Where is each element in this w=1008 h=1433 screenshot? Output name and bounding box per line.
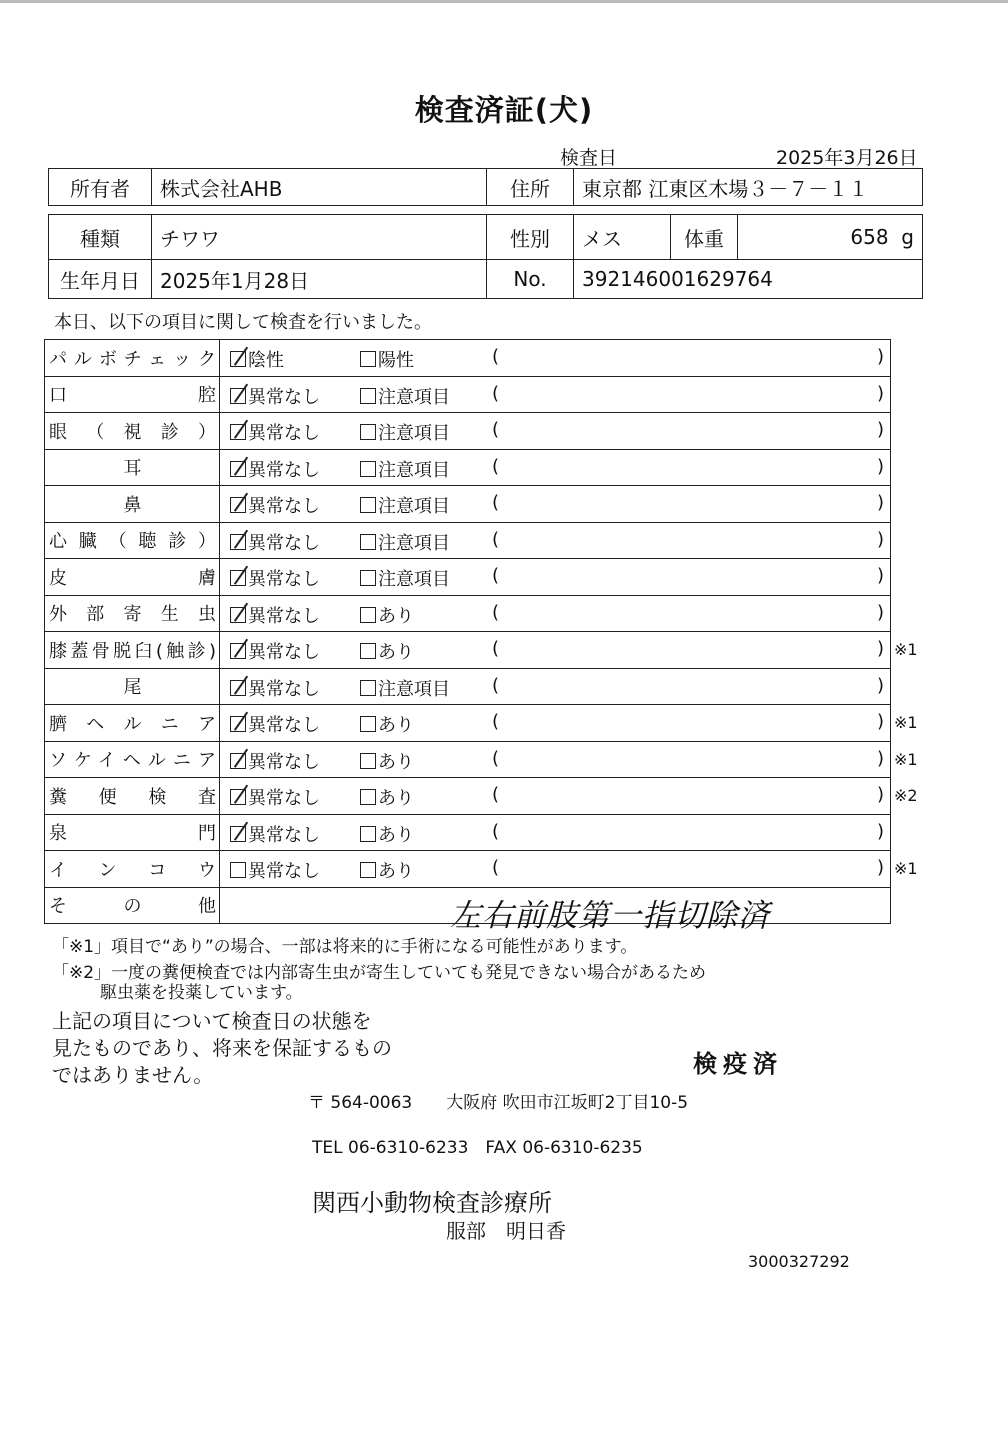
weight-label: 体重 (671, 215, 738, 260)
exam-item-row (45, 559, 891, 596)
option-normal[interactable] (230, 821, 320, 847)
exam-item-row (45, 668, 891, 705)
item-footnote-mark: ※1 (894, 639, 918, 659)
option-finding-label: あり (378, 861, 414, 882)
option-finding-label: あり (378, 751, 414, 773)
item-result-cell (220, 413, 891, 450)
exam-item-row (45, 376, 891, 413)
item-name-cell (45, 449, 220, 486)
owner-label: 所有者 (49, 169, 152, 206)
checkbox-icon[interactable] (360, 680, 376, 696)
item-name: パルボチェック (49, 348, 216, 370)
option-finding[interactable] (360, 638, 414, 664)
item-name-cell (45, 851, 220, 888)
item-name-cell (45, 668, 220, 705)
item-name-cell (45, 413, 220, 450)
option-normal-label: 異常なし (248, 715, 320, 736)
paren-open: ( (492, 492, 500, 513)
sex-value: メス (574, 215, 671, 260)
option-normal-label: 異常なし (248, 642, 320, 663)
option-finding[interactable] (360, 602, 414, 628)
checkbox-icon[interactable] (360, 351, 376, 367)
other-remarks-cell (220, 887, 891, 934)
item-result-cell (220, 559, 891, 596)
checkbox-icon[interactable] (360, 607, 376, 623)
checkbox-icon[interactable] (230, 570, 246, 586)
intro-text: 本日、以下の項目に関して検査を行いました。 (54, 312, 432, 333)
weight-unit: g (901, 225, 914, 249)
option-normal-label: 異常なし (248, 532, 320, 554)
paren-close: ) (876, 857, 884, 878)
paren-close: ) (876, 346, 884, 367)
paren-close: ) (876, 820, 884, 842)
option-finding[interactable] (360, 346, 414, 372)
option-finding[interactable] (360, 565, 450, 591)
option-normal[interactable] (230, 638, 320, 664)
checkbox-icon[interactable] (360, 461, 376, 477)
address-value: 東京都 江東区木場３－７－１１ (574, 169, 923, 206)
item-result-cell (220, 449, 891, 486)
exam-item-row (45, 632, 891, 669)
item-name: 皮膚 (49, 567, 216, 589)
checkbox-icon[interactable] (360, 534, 376, 550)
exam-item-row-other (45, 887, 891, 924)
checkbox-icon[interactable] (230, 424, 246, 440)
checkbox-icon[interactable] (360, 497, 376, 513)
weight-value: 658 (850, 225, 889, 249)
option-finding-label: あり (378, 605, 414, 627)
item-footnote-mark: ※1 (894, 859, 918, 879)
clinic-address: 〒 564-0063 大阪府 吹田市江坂町2丁目10-5 (308, 1093, 689, 1113)
breed-label: 種類 (49, 215, 152, 260)
paren-open: ( (492, 820, 500, 842)
option-normal-label: 異常なし (248, 751, 320, 773)
paren-open: ( (492, 382, 500, 404)
checkbox-icon[interactable] (230, 643, 246, 659)
item-footnote-mark: ※2 (894, 786, 918, 806)
option-normal-label: 異常なし (248, 605, 320, 627)
item-name-cell (45, 632, 220, 669)
option-normal-label: 異常なし (248, 386, 320, 408)
exam-items-table (44, 339, 891, 934)
clinic-name: 関西小動物検査診療所 (312, 1189, 552, 1217)
item-result-cell (220, 668, 891, 705)
option-finding-label: 注意項目 (378, 459, 450, 481)
option-normal[interactable] (230, 602, 320, 628)
option-normal-label: 陰性 (248, 350, 284, 371)
option-normal-label: 異常なし (248, 861, 320, 882)
footnote-1: 「※1」項目で“あり”の場合、一部は将来的に手術になる可能性があります。 (52, 937, 638, 957)
checkbox-icon[interactable] (230, 607, 246, 623)
item-name-cell (45, 486, 220, 523)
exam-item-row (45, 486, 891, 523)
option-normal[interactable] (230, 857, 320, 883)
item-result-cell (220, 778, 891, 815)
option-finding-label: あり (378, 788, 414, 809)
item-result-cell (220, 632, 891, 669)
item-result-cell (220, 814, 891, 851)
checkbox-icon[interactable] (360, 753, 376, 769)
paren-open: ( (492, 419, 500, 440)
item-name-cell (45, 522, 220, 559)
paren-open: ( (492, 674, 500, 696)
item-result-cell (220, 595, 891, 632)
exam-item-row (45, 522, 891, 559)
item-result-cell (220, 376, 891, 413)
item-name-cell (45, 376, 220, 413)
paren-open: ( (492, 711, 500, 732)
paren-close: ) (876, 419, 884, 440)
option-normal[interactable] (230, 383, 320, 409)
option-finding-label: 注意項目 (378, 496, 450, 517)
item-name-cell (45, 778, 220, 815)
item-name: 外部寄生虫 (49, 604, 216, 626)
exam-item-row (45, 705, 891, 742)
item-name: 耳 (123, 458, 142, 480)
option-finding[interactable] (360, 784, 414, 810)
checkbox-icon[interactable] (360, 424, 376, 440)
clinic-person: 服部 明日香 (446, 1219, 566, 1243)
item-name-cell (45, 887, 220, 924)
paren-close: ) (876, 747, 884, 769)
option-finding-label: 注意項目 (378, 569, 450, 590)
checkbox-icon[interactable] (230, 388, 246, 404)
sex-label: 性別 (487, 215, 574, 260)
clinic-phone: TEL 06-6310-6233 FAX 06-6310-6235 (312, 1138, 643, 1158)
quarantine-stamp: 検疫済 (693, 1050, 783, 1078)
handwritten-remark: 左右前肢第一指切除済 (450, 897, 770, 934)
exam-date-label: 検査日 (560, 147, 618, 169)
exam-item-row (45, 413, 891, 450)
checkbox-icon[interactable] (230, 862, 246, 878)
checkbox-icon[interactable] (230, 716, 246, 732)
option-finding[interactable] (360, 821, 414, 847)
option-normal-label: 異常なし (248, 459, 320, 481)
item-name-cell (45, 340, 220, 377)
owner-value: 株式会社AHB (152, 169, 487, 206)
option-finding-label: あり (378, 824, 414, 846)
option-finding[interactable] (360, 492, 450, 518)
option-finding-label: あり (378, 642, 414, 663)
option-normal[interactable] (230, 529, 320, 555)
paren-open: ( (492, 346, 500, 367)
footnote-2-line1: 「※2」一度の糞便検査では内部寄生虫が寄生していても発見できない場合があるため (52, 963, 707, 983)
paren-open: ( (492, 528, 500, 550)
item-name: 口腔 (49, 385, 216, 407)
item-name-cell (45, 705, 220, 742)
option-finding[interactable] (360, 675, 450, 701)
option-normal-label: 異常なし (248, 569, 320, 590)
disclaimer: 上記の項目について検査日の状態を 見たものであり、将来を保証するもの ではありません。 (52, 1009, 392, 1087)
option-finding-label: 注意項目 (378, 678, 450, 700)
option-finding-label: 注意項目 (378, 532, 450, 554)
checkbox-icon[interactable] (230, 461, 246, 477)
checkbox-icon[interactable] (230, 789, 246, 805)
paren-open: ( (492, 747, 500, 769)
item-name: 心臓（聴診） (49, 531, 216, 553)
option-normal[interactable] (230, 346, 284, 372)
exam-item-row (45, 814, 891, 851)
exam-item-row (45, 741, 891, 778)
item-name-cell (45, 741, 220, 778)
paren-close: ) (876, 492, 884, 513)
option-finding[interactable] (360, 383, 450, 409)
item-name: 泉門 (49, 823, 216, 845)
number-value: 392146001629764 (574, 260, 923, 299)
item-name: 臍ヘルニア (49, 713, 216, 735)
exam-item-row (45, 340, 891, 377)
option-normal[interactable] (230, 419, 320, 445)
paren-close: ) (876, 382, 884, 404)
exam-date-value: 2025年3月26日 (776, 147, 918, 169)
page-title: 検査済証(犬) (414, 93, 594, 127)
exam-item-row (45, 851, 891, 888)
item-name: 鼻 (123, 494, 142, 516)
item-name: ソケイヘルニア (49, 750, 216, 772)
checkbox-icon[interactable] (360, 643, 376, 659)
checkbox-icon[interactable] (360, 570, 376, 586)
item-result-cell (220, 705, 891, 742)
option-normal[interactable] (230, 492, 320, 518)
item-name: 尾 (123, 677, 142, 699)
item-name-cell (45, 595, 220, 632)
option-finding[interactable] (360, 419, 450, 445)
birth-label: 生年月日 (49, 260, 152, 299)
item-footnote-mark: ※1 (894, 749, 918, 769)
checkbox-icon[interactable] (230, 680, 246, 696)
option-normal[interactable] (230, 675, 320, 701)
checkbox-icon[interactable] (230, 826, 246, 842)
checkbox-icon[interactable] (230, 753, 246, 769)
scan-edge (0, 0, 1008, 3)
item-name-cell (45, 814, 220, 851)
option-normal-label: 異常なし (248, 824, 320, 846)
item-name: 眼（視診） (49, 421, 216, 443)
item-name: その他 (49, 896, 216, 918)
paren-close: ) (876, 711, 884, 732)
paren-open: ( (492, 857, 500, 878)
footnote-2-line2: 駆虫薬を投薬しています。 (100, 983, 303, 1003)
option-finding-label: あり (378, 715, 414, 736)
birth-value: 2025年1月28日 (152, 260, 487, 299)
paren-close: ) (876, 455, 884, 477)
checkbox-icon[interactable] (360, 862, 376, 878)
item-name: 糞便検査 (49, 786, 216, 808)
paren-close: ) (876, 674, 884, 696)
item-result-cell (220, 851, 891, 888)
item-result-cell (220, 522, 891, 559)
option-normal[interactable] (230, 456, 320, 482)
address-label: 住所 (487, 169, 574, 206)
paren-close: ) (876, 528, 884, 550)
option-normal[interactable] (230, 784, 320, 810)
checkbox-icon[interactable] (360, 789, 376, 805)
item-footnote-mark: ※1 (894, 713, 918, 732)
option-normal[interactable] (230, 711, 320, 737)
item-name: インコウ (49, 859, 216, 881)
option-finding-label: 注意項目 (378, 386, 450, 408)
breed-value: チワワ (152, 215, 487, 260)
paren-close: ) (876, 601, 884, 623)
paren-open: ( (492, 601, 500, 623)
number-label: No. (487, 260, 574, 299)
option-normal-label: 異常なし (248, 788, 320, 809)
option-normal[interactable] (230, 565, 320, 591)
paren-open: ( (492, 565, 500, 586)
checkbox-icon[interactable] (360, 826, 376, 842)
exam-item-row (45, 778, 891, 815)
serial-number: 3000327292 (748, 1252, 850, 1271)
weight-cell (738, 215, 923, 260)
option-finding[interactable] (360, 456, 450, 482)
option-normal-label: 異常なし (248, 678, 320, 700)
option-normal-label: 異常なし (248, 423, 320, 444)
option-finding-label: 陽性 (378, 350, 414, 371)
pet-table (48, 214, 923, 299)
item-name: 膝蓋骨脱臼(触診) (49, 640, 216, 662)
item-result-cell (220, 340, 891, 377)
paren-close: ) (876, 638, 884, 659)
exam-item-row (45, 449, 891, 486)
checkbox-icon[interactable] (230, 534, 246, 550)
exam-item-row (45, 595, 891, 632)
checkbox-icon[interactable] (230, 497, 246, 513)
checkbox-icon[interactable] (230, 351, 246, 367)
option-finding[interactable] (360, 748, 414, 774)
checkbox-icon[interactable] (360, 388, 376, 404)
item-result-cell (220, 741, 891, 778)
item-result-cell (220, 486, 891, 523)
paren-open: ( (492, 455, 500, 477)
owner-table (48, 168, 923, 206)
option-normal[interactable] (230, 748, 320, 774)
checkbox-icon[interactable] (360, 716, 376, 732)
option-finding[interactable] (360, 857, 414, 883)
item-name-cell (45, 559, 220, 596)
paren-close: ) (876, 565, 884, 586)
paren-open: ( (492, 784, 500, 805)
option-normal-label: 異常なし (248, 496, 320, 517)
paren-open: ( (492, 638, 500, 659)
option-finding[interactable] (360, 529, 450, 555)
option-finding[interactable] (360, 711, 414, 737)
option-finding-label: 注意項目 (378, 423, 450, 444)
paren-close: ) (876, 784, 884, 805)
